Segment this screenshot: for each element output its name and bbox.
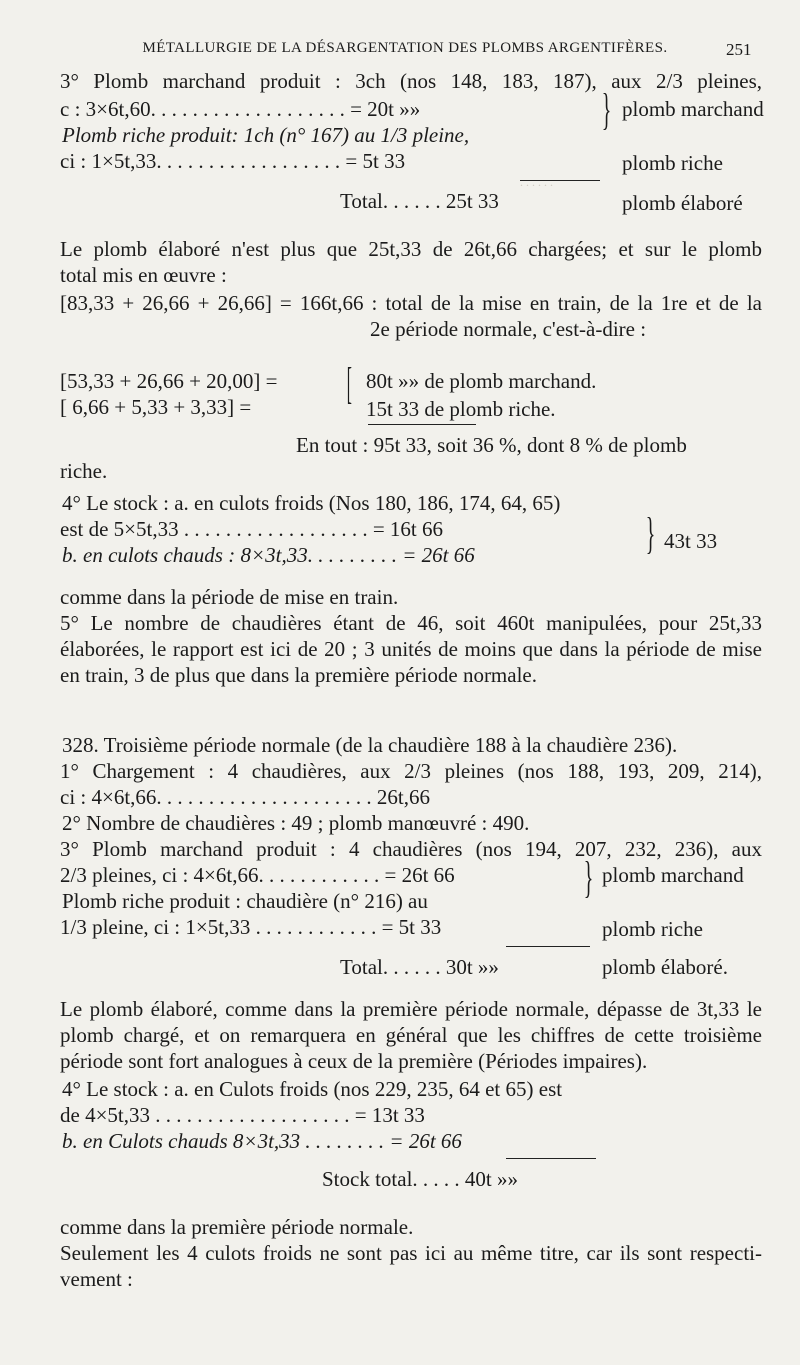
section-heading: 328. Troisième période normale (de la chaudière 188 à la chaudière 236).	[62, 733, 678, 757]
text-line: 2e période normale, c'est-à-dire :	[370, 317, 647, 341]
text-line: 2/3 pleines, ci : 4×6t,66. . . . . . . . . . . . = 26t 66	[60, 863, 455, 887]
text-line: Plomb riche produit : chaudière (n° 216) au	[62, 889, 428, 913]
brace: }	[583, 853, 594, 902]
text-line: 43t 33	[664, 529, 718, 553]
text-line: de 4×5t,33 . . . . . . . . . . . . . . . . . . . = 13t 33	[60, 1103, 425, 1127]
text-line: 3° Plomb marchand produit : 4 chaudières (nos 194, 207, 232, 236), aux	[60, 837, 762, 861]
page-number: 251	[726, 40, 752, 59]
text-line: 2° Nombre de chaudières : 49 ; plomb manœuvré : 490.	[62, 811, 530, 835]
text-line: plomb élaboré	[622, 191, 743, 215]
text-line: b. en Culots chauds 8×3t,33 . . . . . . . . = 26t 66	[62, 1129, 462, 1153]
text-line: [ 6,66 + 5,33 + 3,33] =	[60, 395, 252, 419]
text-line: ci : 1×5t,33. . . . . . . . . . . . . . . . . . = 5t 33	[60, 149, 406, 173]
running-header: MÉTALLURGIE DE LA DÉSARGENTATION DES PLOMBS ARGENTIFÈRES.	[142, 40, 668, 56]
text-line: 1° Chargement : 4 chaudières, aux 2/3 pleines (nos 188, 193, 209, 214),	[60, 759, 762, 783]
text-line: Le plomb élaboré, comme dans la première période normale, dépasse de 3t,33 le	[60, 997, 762, 1021]
bleed-through-text: . . . . . .	[520, 175, 553, 189]
text-line: Stock total. . . . . 40t »»	[322, 1167, 518, 1191]
text-line: Le plomb élaboré n'est plus que 25t,33 de 26t,66 chargées; et sur le plomb	[60, 237, 762, 261]
sum-rule	[506, 946, 590, 947]
text-line: est de 5×5t,33 . . . . . . . . . . . . . . . . . . = 16t 66	[60, 517, 444, 541]
text-line: élaborées, le rapport est ici de 20 ; 3 unités de moins que dans la période de mise	[60, 637, 762, 661]
sum-rule	[368, 424, 476, 425]
sum-rule	[506, 1158, 596, 1159]
text-line: 15t 33 de plomb riche.	[366, 397, 556, 421]
text-line: Total. . . . . . 30t »»	[340, 955, 499, 979]
brace: }	[645, 509, 656, 558]
text-line: 4° Le stock : a. en Culots froids (nos 229, 235, 64 et 65) est	[62, 1077, 563, 1101]
brace: [	[346, 359, 352, 408]
text-line: c : 3×6t,60. . . . . . . . . . . . . . . . . . . = 20t »»	[60, 97, 421, 121]
sum-rule	[520, 180, 600, 181]
text-line: 80t »» de plomb marchand.	[366, 369, 597, 393]
text-line: Seulement les 4 culots froids ne sont pas ici au même titre, car ils sont respecti-	[60, 1241, 762, 1265]
text-line: 5° Le nombre de chaudières étant de 46, soit 460t manipulées, pour 25t,33	[60, 611, 762, 635]
text-line: vement :	[60, 1267, 133, 1291]
text-line: Total. . . . . . 25t 33	[340, 189, 499, 213]
text-line: b. en culots chauds : 8×3t,33. . . . . . . . . = 26t 66	[62, 543, 475, 567]
text-line: période sont fort analogues à ceux de la première (Périodes impaires).	[60, 1049, 648, 1073]
text-line: plomb riche	[602, 917, 703, 941]
text-line: comme dans la première période normale.	[60, 1215, 414, 1239]
text-line: 1/3 pleine, ci : 1×5t,33 . . . . . . . . . . . . = 5t 33	[60, 915, 442, 939]
text-line: [83,33 + 26,66 + 26,66] = 166t,66 : total de la mise en train, de la 1re et de la	[60, 291, 762, 315]
text-line: En tout : 95t 33, soit 36 %, dont 8 % de plomb	[296, 433, 687, 457]
text-line: ci : 4×6t,66. . . . . . . . . . . . . . . . . . . . . 26t,66	[60, 785, 431, 809]
text-line: [53,33 + 26,66 + 20,00] =	[60, 369, 278, 393]
text-line: plomb élaboré.	[602, 955, 728, 979]
text-line: riche.	[60, 459, 108, 483]
text-line: Plomb riche produit: 1ch (n° 167) au 1/3 pleine,	[62, 123, 470, 147]
text-line: plomb marchand	[602, 863, 744, 887]
brace: }	[601, 85, 612, 134]
text-line: plomb riche	[622, 151, 723, 175]
text-line: 4° Le stock : a. en culots froids (Nos 180, 186, 174, 64, 65)	[62, 491, 561, 515]
text-line: total mis en œuvre :	[60, 263, 227, 287]
text-line: plomb marchand	[622, 97, 764, 121]
text-line: en train, 3 de plus que dans la première période normale.	[60, 663, 537, 687]
text-line: plomb chargé, et on remarquera en général que les chiffres de cette troisième	[60, 1023, 762, 1047]
text-line: 3° Plomb marchand produit : 3ch (nos 148, 183, 187), aux 2/3 pleines,	[60, 69, 762, 93]
text-line: comme dans la période de mise en train.	[60, 585, 399, 609]
